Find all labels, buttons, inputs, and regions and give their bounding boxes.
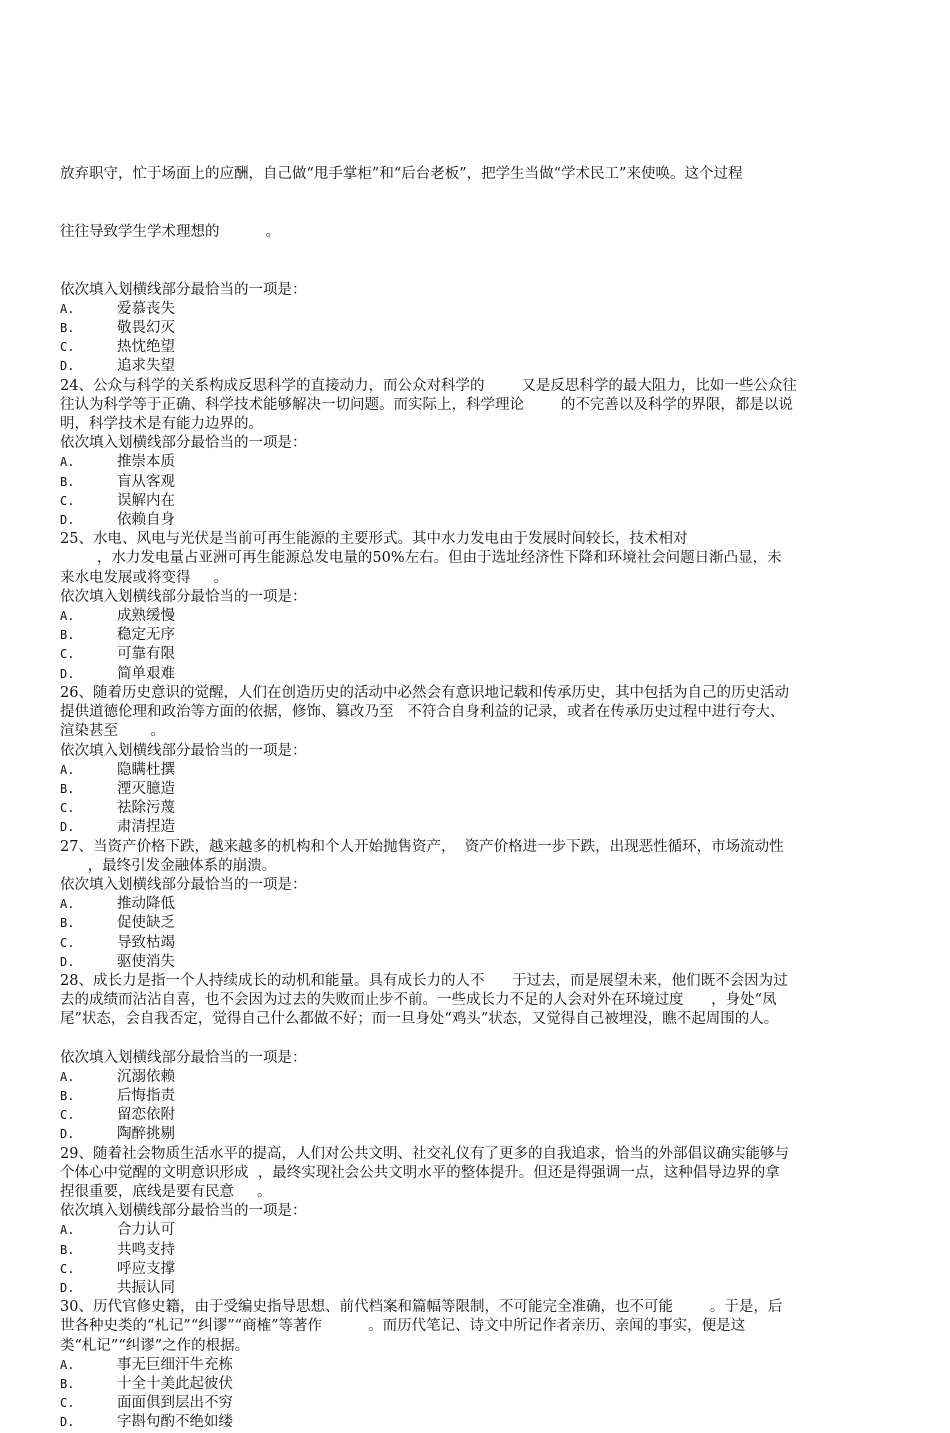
option-letter: D. bbox=[60, 1127, 75, 1142]
option-letter: B. bbox=[60, 781, 75, 796]
answer-option bbox=[60, 511, 910, 530]
answer-option bbox=[60, 1375, 910, 1394]
answer-option bbox=[60, 1260, 910, 1279]
option-text: 陶醉挑剔 bbox=[117, 1126, 175, 1143]
answer-option bbox=[60, 914, 910, 933]
answer-option bbox=[60, 626, 910, 645]
option-letter: B. bbox=[60, 916, 75, 931]
question-block bbox=[60, 972, 910, 1145]
blank-gap bbox=[60, 1030, 910, 1049]
option-text: 留恋依附 bbox=[117, 1107, 175, 1124]
option-letter: A. bbox=[60, 301, 75, 316]
option-text: 可靠有限 bbox=[117, 646, 175, 663]
question-block bbox=[60, 530, 910, 684]
option-letter: B. bbox=[60, 474, 75, 489]
option-letter: C. bbox=[60, 493, 75, 508]
option-text: 肃清捏造 bbox=[117, 819, 175, 836]
text-line: 往认为科学等于正确、科学技术能够解决一切问题。而实际上，科学理论 的不完善以及科学的界限，都是以说 bbox=[60, 396, 793, 413]
text-line: 提供道德伦理和政治等方面的依据，修饰、篡改乃至 不符合自身利益的记录，或者在传承历史过程中进行夸大、 bbox=[60, 704, 785, 721]
answer-option bbox=[60, 300, 910, 319]
question-block bbox=[60, 1145, 910, 1299]
option-letter: B. bbox=[60, 628, 75, 643]
option-text: 事无巨细汗牛充栋 bbox=[117, 1356, 233, 1373]
option-letter: D. bbox=[60, 954, 75, 969]
option-text: 共鸣支持 bbox=[117, 1241, 175, 1258]
question-block bbox=[60, 838, 910, 972]
answer-option bbox=[60, 1241, 910, 1260]
text-line: 渲染甚至 。 bbox=[60, 723, 165, 740]
option-text: 湮灭臆造 bbox=[117, 780, 175, 797]
option-text: 盲从客观 bbox=[117, 473, 175, 490]
option-text: 依赖自身 bbox=[117, 512, 175, 529]
option-letter: D. bbox=[60, 1415, 75, 1430]
text-line: 世各种史类的“札记”“纠谬”“商榷”等著作 。而历代笔记、诗文中所记作者亲历、亲闻的事实，便是这 bbox=[60, 1318, 746, 1335]
text-line: 去的成绩而沾沾自喜，也不会因为过去的失败而止步不前。一些成长力不足的人会对外在环境过度 ，身处“凤 bbox=[60, 992, 777, 1009]
question-prompt: 依次填入划横线部分最恰当的一项是： bbox=[60, 1049, 307, 1066]
option-letter: C. bbox=[60, 647, 75, 662]
answer-option bbox=[60, 780, 910, 799]
intro-paragraph bbox=[60, 127, 910, 281]
answer-option bbox=[60, 1394, 910, 1413]
text-line: 29、随着社会物质生活水平的提高，人们对公共文明、社交礼仪有了更多的自我追求，恰当的外部倡议确实能够与 bbox=[60, 1145, 789, 1162]
text-line: 来水电发展或将变得 。 bbox=[60, 569, 229, 586]
option-text: 误解内在 bbox=[117, 492, 175, 509]
option-letter: C. bbox=[60, 1261, 75, 1276]
option-letter: C. bbox=[60, 801, 75, 816]
option-letter: B. bbox=[60, 1377, 75, 1391]
option-text: 追求失望 bbox=[117, 358, 175, 375]
option-letter: A. bbox=[60, 455, 75, 470]
question-stem bbox=[60, 972, 910, 1030]
option-letter: C. bbox=[60, 935, 75, 950]
option-text: 导致枯竭 bbox=[117, 934, 175, 951]
answer-option bbox=[60, 665, 910, 684]
text-line: 27、当资产价格下跌，越来越多的机构和个人开始抛售资产， 资产价格进一步下跌，出现恶性循环，市场流动性 bbox=[60, 838, 784, 855]
text-line: 个体心中觉醒的文明意识形成 ，最终实现社会公共文明水平的整体提升。但还是得强调一点，这种倡导边界的拿 bbox=[60, 1164, 780, 1181]
option-text: 爱慕丧失 bbox=[117, 300, 175, 317]
option-text: 敬畏幻灭 bbox=[117, 320, 175, 337]
answer-option bbox=[60, 607, 910, 626]
answer-option bbox=[60, 1106, 910, 1125]
question-block bbox=[60, 281, 910, 377]
option-text: 促使缺乏 bbox=[117, 915, 175, 932]
text-line: 放弃职守，忙于场面上的应酬，自己做“甩手掌柜”和“后台老板”，把学生当做“学术民工”来使唤。这个过程 bbox=[60, 166, 743, 183]
option-letter: B. bbox=[60, 1088, 75, 1103]
option-letter: D. bbox=[60, 1280, 75, 1295]
question-prompt: 依次填入划横线部分最恰当的一项是： bbox=[60, 1203, 307, 1220]
question-stem bbox=[60, 1298, 910, 1356]
question-prompt: 依次填入划横线部分最恰当的一项是： bbox=[60, 588, 307, 605]
option-letter: D. bbox=[60, 359, 75, 374]
question-stem bbox=[60, 838, 910, 876]
question-prompt: 依次填入划横线部分最恰当的一项是： bbox=[60, 435, 307, 452]
option-letter: C. bbox=[60, 1396, 75, 1411]
option-letter: C. bbox=[60, 1108, 75, 1123]
answer-option bbox=[60, 338, 910, 357]
answer-option bbox=[60, 818, 910, 837]
question-stem bbox=[60, 684, 910, 742]
answer-option bbox=[60, 1087, 910, 1106]
answer-option bbox=[60, 934, 910, 953]
question-stem bbox=[60, 530, 910, 588]
option-letter: A. bbox=[60, 1357, 75, 1372]
option-letter: A. bbox=[60, 1069, 75, 1084]
option-text: 面面俱到层出不穷 bbox=[117, 1395, 233, 1412]
option-text: 成熟缓慢 bbox=[117, 608, 175, 625]
text-line: 尾”状态，会自我否定，觉得自己什么都做不好；而一旦身处“鸡头”状态，又觉得自己被埋没，瞧不起周围的人。 bbox=[60, 1011, 779, 1028]
answer-option bbox=[60, 799, 910, 818]
option-text: 推崇本质 bbox=[117, 454, 175, 471]
option-text: 驱使消失 bbox=[117, 953, 175, 970]
question-block bbox=[60, 1298, 910, 1432]
option-text: 合力认可 bbox=[117, 1222, 175, 1239]
answer-option bbox=[60, 1356, 910, 1375]
option-text: 沉溺依赖 bbox=[117, 1068, 175, 1085]
question-stem bbox=[60, 377, 910, 435]
answer-option bbox=[60, 953, 910, 972]
answer-option bbox=[60, 1279, 910, 1298]
option-letter: B. bbox=[60, 321, 75, 336]
option-text: 呼应支撑 bbox=[117, 1260, 175, 1277]
option-text: 共振认同 bbox=[117, 1279, 175, 1296]
option-text: 隐瞒杜撰 bbox=[117, 761, 175, 778]
answer-option bbox=[60, 1413, 910, 1432]
answer-option bbox=[60, 761, 910, 780]
answer-option bbox=[60, 319, 910, 338]
option-letter: A. bbox=[60, 897, 75, 912]
question-block bbox=[60, 684, 910, 838]
answer-option bbox=[60, 1221, 910, 1240]
option-letter: A. bbox=[60, 609, 75, 624]
text-line: 25、水电、风电与光伏是当前可再生能源的主要形式。其中水力发电由于发展时间较长，技术相对 bbox=[60, 531, 688, 548]
text-line: 捏很重要，底线是要有民意 。 bbox=[60, 1183, 272, 1200]
option-text: 热忱绝望 bbox=[117, 339, 175, 356]
option-letter: D. bbox=[60, 820, 75, 835]
text-line: 明，科学技术是有能力边界的。 bbox=[60, 416, 263, 433]
text-line: 24、公众与科学的关系构成反思科学的直接动力，而公众对科学的 又是反思科学的最大阻力，比如一些公众往 bbox=[60, 377, 797, 394]
answer-option bbox=[60, 895, 910, 914]
question-prompt: 依次填入划横线部分最恰当的一项是： bbox=[60, 742, 307, 759]
text-line: 类“札记”“纠谬”之作的根据。 bbox=[60, 1337, 250, 1354]
option-letter: D. bbox=[60, 513, 75, 528]
question-prompt: 依次填入划横线部分最恰当的一项是： bbox=[60, 876, 307, 893]
answer-option bbox=[60, 492, 910, 511]
option-letter: C. bbox=[60, 340, 75, 355]
option-text: 推动降低 bbox=[117, 896, 175, 913]
option-letter: A. bbox=[60, 762, 75, 777]
text-line: 26、随着历史意识的觉醒，人们在创造历史的活动中必然会有意识地记载和传承历史，其中包括为自己的历史活动 bbox=[60, 684, 789, 701]
answer-option bbox=[60, 645, 910, 664]
answer-option bbox=[60, 357, 910, 376]
document-content bbox=[60, 127, 910, 1433]
text-line: 28、成长力是指一个人持续成长的动机和能量。具有成长力的人不 于过去，而是展望未来，他们既不会因为过 bbox=[60, 972, 788, 989]
option-text: 后悔指责 bbox=[117, 1087, 175, 1104]
text-line: ，最终引发金融体系的崩溃。 bbox=[60, 857, 277, 874]
answer-option bbox=[60, 1125, 910, 1144]
question-block bbox=[60, 377, 910, 531]
text-line: 往往导致学生学术理想的 。 bbox=[60, 224, 281, 241]
option-letter: D. bbox=[60, 666, 75, 681]
option-text: 祛除污蔑 bbox=[117, 800, 175, 817]
answer-option bbox=[60, 1068, 910, 1087]
option-text: 字斟句酌不绝如缕 bbox=[117, 1414, 233, 1431]
option-text: 稳定无序 bbox=[117, 627, 175, 644]
question-stem bbox=[60, 1145, 910, 1203]
question-prompt: 依次填入划横线部分最恰当的一项是： bbox=[60, 281, 307, 298]
option-text: 简单艰难 bbox=[117, 665, 175, 682]
text-line: ，水力发电量占亚洲可再生能源总发电量的50%左右。但由于选址经济性下降和环境社会问题日渐凸显，未 bbox=[60, 550, 782, 567]
option-letter: B. bbox=[60, 1242, 75, 1257]
text-line: 30、历代官修史籍，由于受编史指导思想、前代档案和篇幅等限制，不可能完全准确，也不可能 。于是，后 bbox=[60, 1299, 783, 1316]
option-letter: A. bbox=[60, 1223, 75, 1238]
option-text: 十全十美此起彼伏 bbox=[117, 1376, 233, 1392]
answer-option bbox=[60, 453, 910, 472]
answer-option bbox=[60, 473, 910, 492]
